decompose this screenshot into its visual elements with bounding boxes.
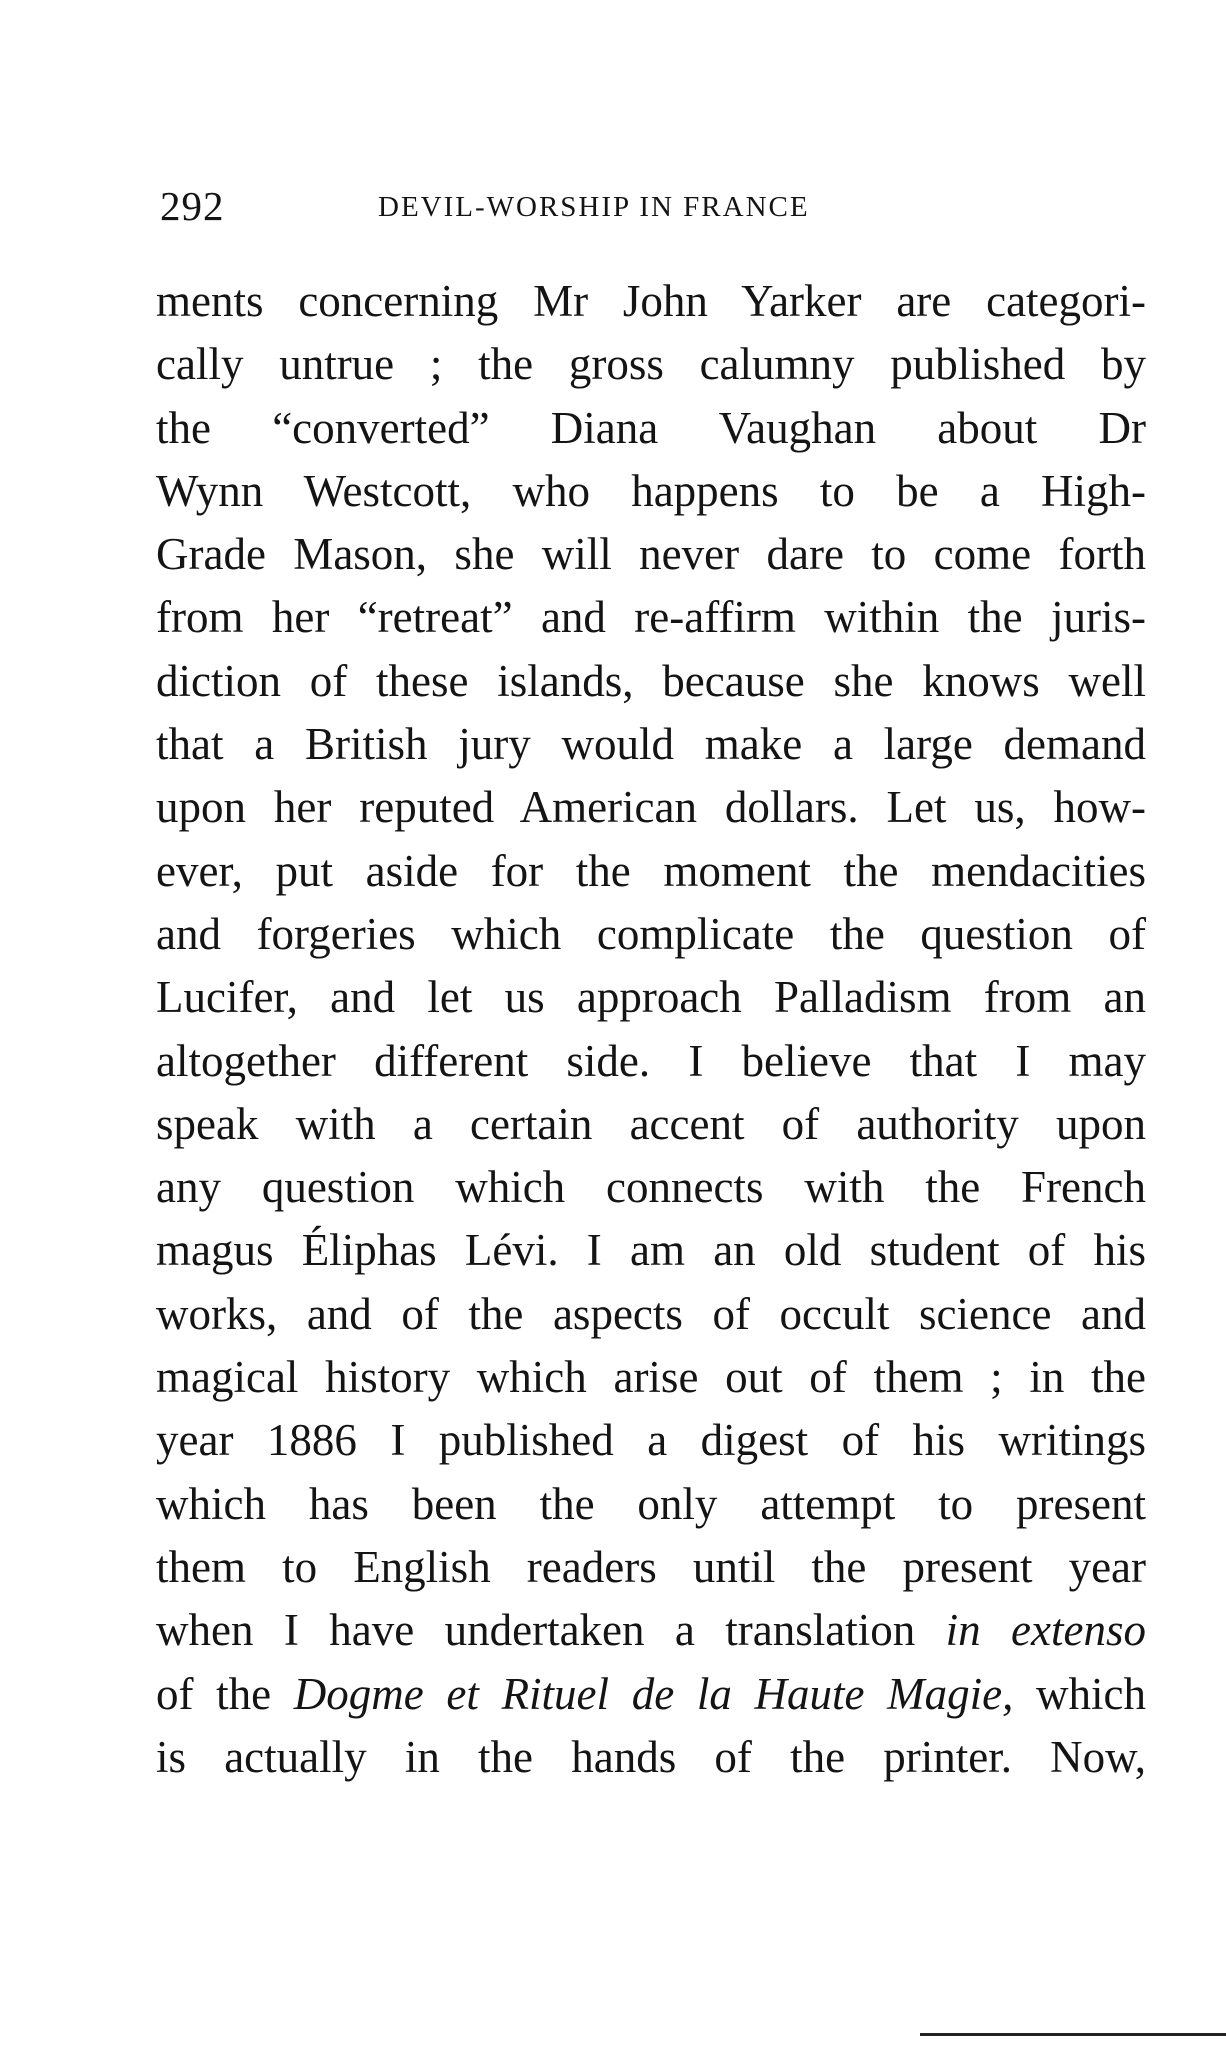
- text-line: [156, 650, 1146, 713]
- line-text: Grade Mason, she will never dare to come forth: [156, 529, 1146, 580]
- text-line: [156, 397, 1146, 460]
- line-text: them to English readers until the present year: [156, 1541, 1146, 1592]
- line-text: year 1886 I published a digest of his writings: [156, 1415, 1146, 1466]
- line-text: which: [1013, 1668, 1146, 1719]
- line-text: from her “retreat” and re-affirm within the juris-: [156, 592, 1146, 643]
- running-title: DEVIL-WORSHIP IN FRANCE: [378, 191, 810, 223]
- page-edge-rule: [920, 2033, 1226, 2036]
- text-line: [156, 1156, 1146, 1219]
- line-text: speak with a certain accent of authority upon: [156, 1098, 1146, 1149]
- line-text: is actually in the hands of the printer. Now,: [156, 1731, 1146, 1782]
- text-line: [156, 1346, 1146, 1409]
- line-text: of the: [156, 1668, 294, 1719]
- line-text: when I have undertaken a translation: [156, 1605, 946, 1656]
- body-text: [156, 270, 1146, 1789]
- line-text: cally untrue ; the gross calumny published by: [156, 339, 1146, 390]
- text-line: [156, 966, 1146, 1029]
- text-line: [156, 713, 1146, 776]
- italic-text: in extenso: [945, 1605, 1146, 1656]
- text-line: [156, 1663, 1146, 1726]
- page-number: 292: [160, 183, 225, 229]
- line-text: any question which connects with the French: [156, 1162, 1146, 1213]
- line-text: altogether different side. I believe that I may: [156, 1035, 1146, 1086]
- text-line: [156, 840, 1146, 903]
- text-line: [156, 1093, 1146, 1156]
- text-line: [156, 776, 1146, 839]
- line-text: the “converted” Diana Vaughan about Dr: [156, 402, 1146, 453]
- text-line: [156, 586, 1146, 649]
- text-line: [156, 523, 1146, 586]
- line-text: diction of these islands, because she knows well: [156, 655, 1146, 706]
- text-line: [156, 1219, 1146, 1282]
- text-line: [156, 1283, 1146, 1346]
- line-text: works, and of the aspects of occult science and: [156, 1288, 1146, 1339]
- text-line: [156, 1473, 1146, 1536]
- text-line: [156, 1726, 1146, 1789]
- line-text: magus Éliphas Lévi. I am an old student of his: [156, 1225, 1146, 1276]
- line-text: Wynn Westcott, who happens to be a High-: [156, 465, 1146, 516]
- italic-text: Dogme et Rituel de la Haute Magie,: [293, 1668, 1014, 1719]
- text-line: [156, 333, 1146, 396]
- running-head: [160, 178, 940, 234]
- line-text: which has been the only attempt to present: [156, 1478, 1146, 1529]
- line-text: ments concerning Mr John Yarker are categori-: [156, 276, 1146, 326]
- line-text: Lucifer, and let us approach Palladism from an: [156, 972, 1146, 1023]
- text-line: [156, 1030, 1146, 1093]
- text-line: [156, 1536, 1146, 1599]
- text-line: [156, 270, 1146, 333]
- line-text: magical history which arise out of them ; in the: [156, 1352, 1146, 1403]
- text-line: [156, 1599, 1146, 1662]
- text-line: [156, 460, 1146, 523]
- line-text: that a British jury would make a large demand: [156, 719, 1146, 770]
- text-line: [156, 1409, 1146, 1472]
- line-text: upon her reputed American dollars. Let us, how-: [156, 782, 1146, 833]
- line-text: and forgeries which complicate the question of: [156, 908, 1146, 959]
- line-text: ever, put aside for the moment the mendacities: [156, 845, 1146, 896]
- text-line: [156, 903, 1146, 966]
